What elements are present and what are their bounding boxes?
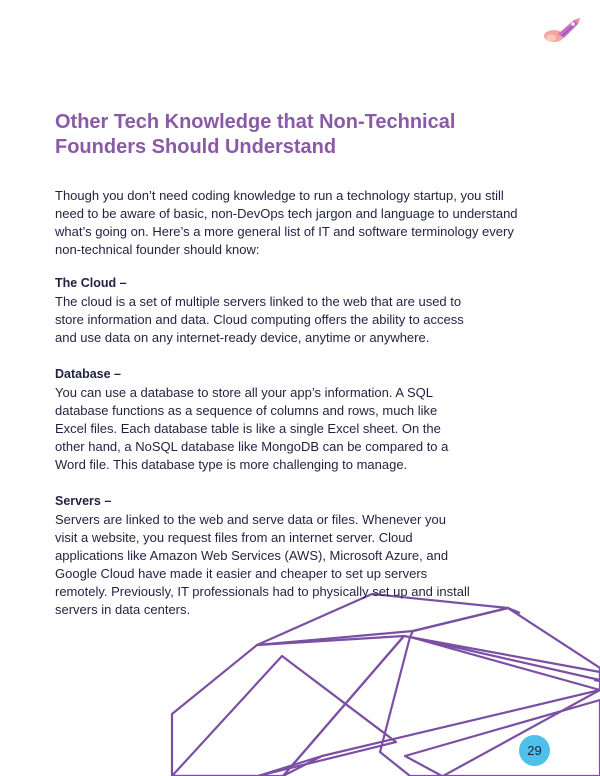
section-body: You can use a database to store all your app’s information. A SQL database functions as a sequence of columns and rows, much like Excel files. Each database table is like a single Excel sheet. On the other hand, a NoSQL database like MongoDB can be compared to a Word file. This database type is more challenging to manage.	[55, 385, 449, 472]
section-title: Database –	[55, 367, 122, 381]
section-body: Servers are linked to the web and serve data or files. Whenever you visit a website, you request files from an internet server. Cloud applications like Amazon Web Services (AWS), Microsoft Azure, and Google Cloud have made it easier and cheaper to set up servers remotely. Previously, IT professionals had to physically set up and install servers in data centers.	[55, 512, 470, 617]
rocket-icon	[540, 14, 586, 46]
section-cloud	[55, 275, 525, 347]
intro-paragraph: Though you don’t need coding knowledge to run a technology startup, you still need to be aware of basic, non-DevOps tech jargon and language to understand what’s going on. Here’s a more general list of IT and software terminology every non-technical founder should know:	[55, 188, 518, 257]
page-title: Other Tech Knowledge that Non-Technical Founders Should Understand	[55, 111, 456, 158]
section-title: The Cloud –	[55, 276, 127, 290]
section-servers	[55, 493, 525, 619]
section-body: The cloud is a set of multiple servers linked to the web that are used to store information and data. Cloud computing offers the ability to access and use data on any internet-ready device, anytime or anywhere.	[55, 294, 464, 345]
section-database	[55, 366, 525, 474]
page-number-badge: 29	[519, 735, 550, 766]
page-content	[55, 110, 525, 619]
section-title: Servers –	[55, 494, 112, 508]
